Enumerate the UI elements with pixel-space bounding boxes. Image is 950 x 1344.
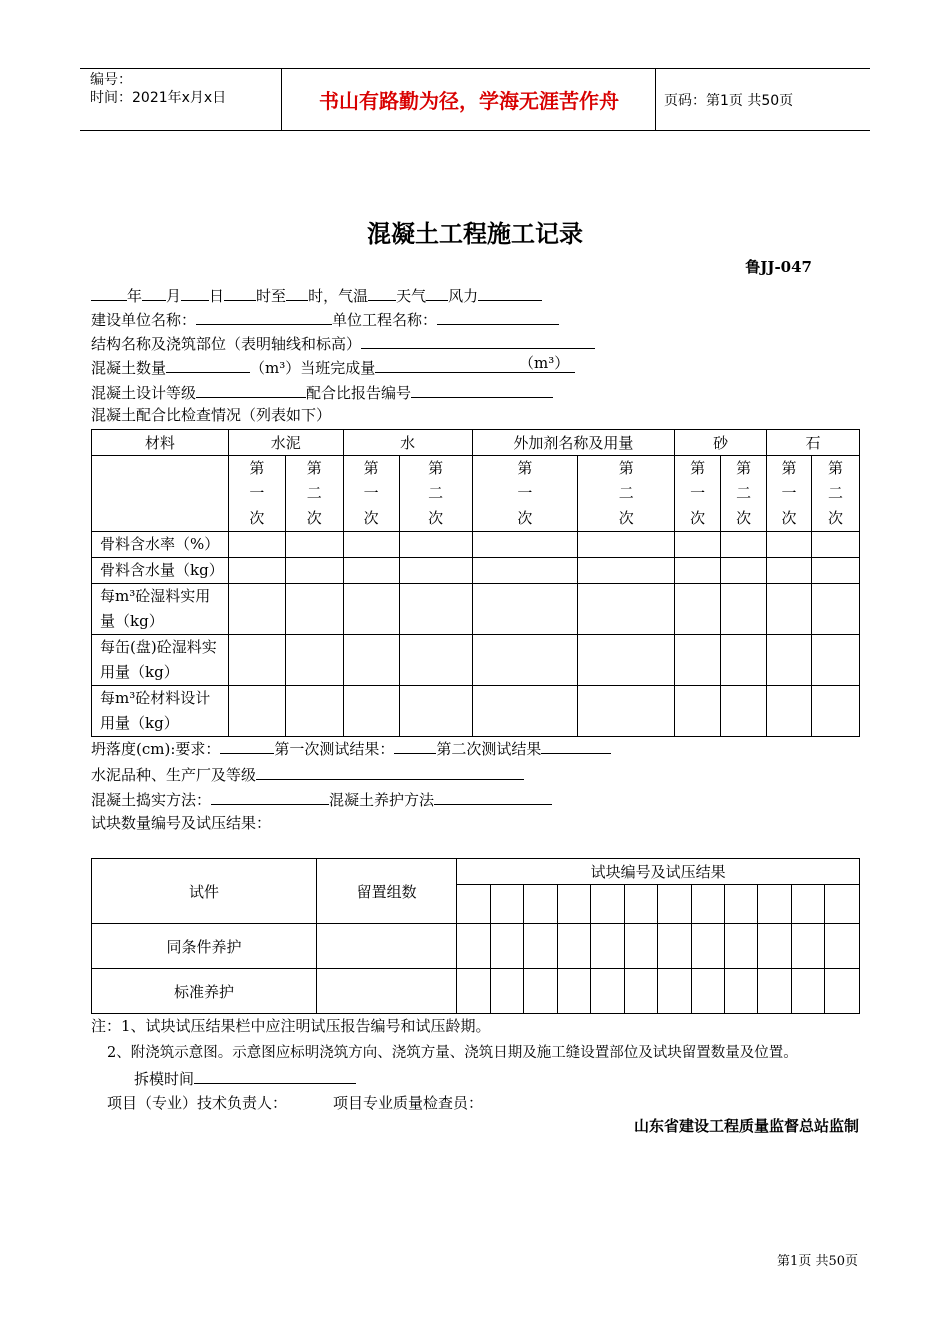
row-label: 每m³砼湿料实用量（kg） — [92, 584, 229, 635]
document-header — [80, 68, 870, 131]
table-cell[interactable] — [472, 558, 578, 584]
quantity-line — [91, 355, 575, 377]
table-cell[interactable] — [457, 924, 490, 969]
row-label: 骨料含水量（kg） — [92, 558, 229, 584]
table-cell[interactable] — [675, 635, 721, 686]
number-label: 编号： — [90, 72, 132, 88]
table-cell[interactable] — [557, 924, 590, 969]
table-row — [92, 969, 860, 1014]
table-cell[interactable] — [228, 532, 285, 558]
design-grade-label: 混凝土设计等级 — [91, 384, 197, 402]
table-cell[interactable] — [675, 558, 721, 584]
table-cell[interactable] — [721, 686, 767, 737]
table-cell[interactable] — [343, 584, 399, 635]
row-label: 同条件养护 — [92, 924, 317, 969]
mix-proportion-table — [91, 429, 860, 737]
table-row — [92, 686, 860, 737]
table-cell[interactable] — [825, 969, 860, 1014]
table-cell[interactable] — [721, 532, 767, 558]
year-label: 年 — [127, 287, 143, 305]
first-test-header: 第 一 次 — [767, 456, 812, 532]
table-cell[interactable] — [457, 885, 490, 924]
table-cell[interactable] — [343, 686, 399, 737]
table-cell[interactable] — [767, 584, 812, 635]
table-cell[interactable] — [812, 532, 860, 558]
table-cell[interactable] — [490, 969, 523, 1014]
hour-to-field[interactable] — [286, 283, 308, 301]
table-cell[interactable] — [767, 558, 812, 584]
page-footer: 第1页 共50页 — [777, 1254, 858, 1269]
issuer: 山东省建设工程质量监督总站监制 — [633, 1117, 859, 1135]
mix-check-label: 混凝土配合比检查情况（列表如下） — [91, 406, 332, 424]
first-test-header: 第 一 次 — [343, 456, 399, 532]
table-row — [92, 558, 860, 584]
table-cell[interactable] — [675, 532, 721, 558]
weather-field[interactable] — [426, 283, 448, 301]
builder-unit-field[interactable] — [196, 307, 332, 325]
table-cell[interactable] — [228, 558, 285, 584]
demold-label: 拆模时间 — [134, 1070, 195, 1088]
specimen-header-row — [92, 859, 860, 885]
header-water: 水 — [343, 430, 472, 456]
table-cell[interactable] — [791, 885, 824, 924]
date-weather-line — [91, 283, 542, 305]
table-cell[interactable] — [285, 532, 343, 558]
table-cell[interactable] — [578, 532, 675, 558]
table-cell[interactable] — [317, 969, 457, 1014]
row-label: 骨料含水率（%） — [92, 532, 229, 558]
second-test-header: 第 二 次 — [812, 456, 860, 532]
day-field[interactable] — [181, 283, 209, 301]
slump-second-label: 第二次测试结果 — [436, 740, 542, 758]
table-cell[interactable] — [399, 532, 472, 558]
curing-label: 混凝土养护方法 — [329, 791, 435, 809]
weather-label: 天气 — [396, 287, 427, 305]
table-cell[interactable] — [343, 532, 399, 558]
table-cell[interactable] — [472, 584, 578, 635]
second-test-header: 第 二 次 — [721, 456, 767, 532]
col-piece: 试件 — [92, 859, 317, 924]
row-label: 每缶(盘)砼湿料实用量（kg） — [92, 635, 229, 686]
table-cell[interactable] — [399, 558, 472, 584]
table-row — [92, 635, 860, 686]
cement-field[interactable] — [256, 762, 524, 780]
year-field[interactable] — [91, 283, 127, 301]
table-cell[interactable] — [228, 635, 285, 686]
page-info: 页码：第1页 共50页 — [664, 92, 794, 109]
table-cell[interactable] — [758, 924, 791, 969]
table-row — [92, 584, 860, 635]
mix-report-field[interactable] — [411, 380, 553, 398]
unit-line — [91, 307, 559, 329]
table-cell[interactable] — [658, 885, 691, 924]
table-cell[interactable] — [285, 584, 343, 635]
specimen-label: 试块数量编号及试压结果： — [91, 814, 272, 832]
table-cell[interactable] — [578, 686, 675, 737]
table-cell[interactable] — [317, 924, 457, 969]
table-cell[interactable] — [399, 635, 472, 686]
table-cell[interactable] — [490, 924, 523, 969]
header-cement: 水泥 — [228, 430, 343, 456]
table-cell[interactable] — [721, 584, 767, 635]
table-cell[interactable] — [721, 635, 767, 686]
table-cell[interactable] — [343, 558, 399, 584]
header-material: 材料 — [92, 430, 229, 456]
structure-label: 结构名称及浇筑部位（表明轴线和标高） — [91, 335, 362, 353]
wind-field[interactable] — [478, 283, 542, 301]
table-cell[interactable] — [285, 635, 343, 686]
table-cell[interactable] — [791, 969, 824, 1014]
table-cell[interactable] — [285, 558, 343, 584]
table-row — [92, 924, 860, 969]
table-cell[interactable] — [724, 885, 757, 924]
table-cell[interactable] — [285, 686, 343, 737]
table-cell[interactable] — [591, 885, 624, 924]
table-cell[interactable] — [472, 532, 578, 558]
table-cell[interactable] — [399, 584, 472, 635]
table-cell[interactable] — [825, 924, 860, 969]
table-cell[interactable] — [457, 969, 490, 1014]
quantity-label: 混凝土数量 — [91, 359, 167, 377]
header-meta — [90, 71, 226, 107]
day-label: 日 — [209, 287, 225, 305]
table-cell[interactable] — [721, 558, 767, 584]
table-cell[interactable] — [691, 885, 724, 924]
month-field[interactable] — [142, 283, 166, 301]
demold-line — [134, 1066, 356, 1089]
table-cell[interactable] — [658, 969, 691, 1014]
table-cell[interactable] — [812, 584, 860, 635]
compaction-line — [91, 787, 552, 809]
table-cell[interactable] — [578, 635, 675, 686]
first-test-header: 第 一 次 — [228, 456, 285, 532]
shift-quantity-label: （m³）当班完成量 — [250, 359, 376, 377]
table-cell[interactable] — [691, 924, 724, 969]
table-cell[interactable] — [624, 885, 657, 924]
structure-field[interactable] — [361, 331, 595, 349]
table-cell[interactable] — [812, 635, 860, 686]
row-label: 每m³砼材料设计用量（kg） — [92, 686, 229, 737]
cement-line — [91, 762, 524, 784]
table-cell[interactable] — [825, 885, 860, 924]
col-groups: 留置组数 — [317, 859, 457, 924]
table-cell[interactable] — [399, 686, 472, 737]
table-cell[interactable] — [724, 924, 757, 969]
specimen-table — [91, 858, 860, 1014]
table-cell[interactable] — [557, 885, 590, 924]
structure-line — [91, 331, 595, 353]
hour-from-label: 时至 — [256, 287, 287, 305]
table-cell[interactable] — [791, 924, 824, 969]
note-1: 注：1、试块试压结果栏中应注明试压报告编号和试压龄期。 — [91, 1017, 491, 1035]
tech-lead-label: 项目（专业）技术负责人： — [107, 1094, 288, 1112]
table-cell[interactable] — [812, 558, 860, 584]
table-cell[interactable] — [691, 969, 724, 1014]
row-label: 标准养护 — [92, 969, 317, 1014]
second-test-header: 第 二 次 — [285, 456, 343, 532]
table-cell[interactable] — [228, 686, 285, 737]
table-cell[interactable] — [343, 635, 399, 686]
table-cell[interactable] — [724, 969, 757, 1014]
table-header-row — [92, 430, 860, 456]
time-label: 时间：2021年x月x日 — [90, 90, 227, 106]
col-results: 试块编号及试压结果 — [457, 859, 860, 885]
signature-line — [107, 1092, 483, 1113]
month-label: 月 — [166, 287, 182, 305]
table-cell[interactable] — [591, 969, 624, 1014]
inspector-label: 项目专业质量检查员： — [333, 1094, 484, 1112]
curing-field[interactable] — [434, 787, 552, 805]
shift-quantity-field[interactable] — [375, 355, 575, 373]
table-cell[interactable] — [557, 969, 590, 1014]
compaction-field[interactable] — [211, 787, 329, 805]
slump-required-field[interactable] — [220, 736, 274, 754]
header-admixture: 外加剂名称及用量 — [472, 430, 675, 456]
motto: 书山有路勤为径，学海无涯苦作舟 — [319, 89, 619, 113]
hour-from-field[interactable] — [224, 283, 256, 301]
cement-label: 水泥品种、生产厂及等级 — [91, 766, 257, 784]
table-cell[interactable] — [524, 924, 557, 969]
table-cell[interactable] — [472, 686, 578, 737]
table-cell[interactable] — [758, 969, 791, 1014]
header-divider — [655, 69, 656, 130]
table-cell[interactable] — [812, 686, 860, 737]
form-code: 鲁JJ-047 — [745, 258, 812, 276]
table-row — [92, 532, 860, 558]
project-unit-label: 单位工程名称： — [332, 311, 438, 329]
design-grade-field[interactable] — [196, 380, 306, 398]
slump-line — [91, 736, 611, 758]
table-cell[interactable] — [524, 885, 557, 924]
table-cell[interactable] — [578, 584, 675, 635]
temperature-label: 时，气温 — [308, 287, 369, 305]
second-test-header: 第 二 次 — [399, 456, 472, 532]
table-subheader-row — [92, 456, 860, 532]
table-cell[interactable] — [472, 635, 578, 686]
builder-unit-label: 建设单位名称： — [91, 311, 197, 329]
note-2: 2、附浇筑示意图。示意图应标明浇筑方向、浇筑方量、浇筑日期及施工缝设置部位及试块留置数量及位置。 — [107, 1045, 798, 1061]
table-cell[interactable] — [524, 969, 557, 1014]
temperature-field[interactable] — [368, 283, 396, 301]
table-cell[interactable] — [675, 584, 721, 635]
table-cell[interactable] — [675, 686, 721, 737]
project-unit-field[interactable] — [437, 307, 559, 325]
table-cell[interactable] — [490, 885, 523, 924]
slump-first-field[interactable] — [394, 736, 436, 754]
compaction-label: 混凝土捣实方法： — [91, 791, 212, 809]
mix-report-label: 配合比报告编号 — [306, 384, 412, 402]
page-title: 混凝土工程施工记录 — [367, 219, 583, 248]
grade-line — [91, 380, 553, 402]
table-cell[interactable] — [658, 924, 691, 969]
table-cell[interactable] — [578, 558, 675, 584]
table-cell[interactable] — [767, 686, 812, 737]
table-cell[interactable] — [624, 969, 657, 1014]
shift-quantity-unit: （m³） — [519, 354, 570, 372]
slump-first-label: 第一次测试结果： — [274, 740, 395, 758]
demold-field[interactable] — [194, 1066, 356, 1084]
table-cell[interactable] — [767, 635, 812, 686]
table-cell[interactable] — [767, 532, 812, 558]
header-stone: 石 — [767, 430, 860, 456]
first-test-header: 第 一 次 — [675, 456, 721, 532]
table-cell[interactable] — [624, 924, 657, 969]
second-test-header: 第 二 次 — [578, 456, 675, 532]
table-cell — [92, 456, 229, 532]
table-cell[interactable] — [228, 584, 285, 635]
table-cell[interactable] — [758, 885, 791, 924]
header-sand: 砂 — [675, 430, 767, 456]
first-test-header: 第 一 次 — [472, 456, 578, 532]
quantity-field[interactable] — [166, 355, 250, 373]
table-cell[interactable] — [591, 924, 624, 969]
wind-label: 风力 — [448, 287, 479, 305]
slump-label: 坍落度(cm):要求： — [91, 740, 221, 758]
slump-second-field[interactable] — [541, 736, 611, 754]
